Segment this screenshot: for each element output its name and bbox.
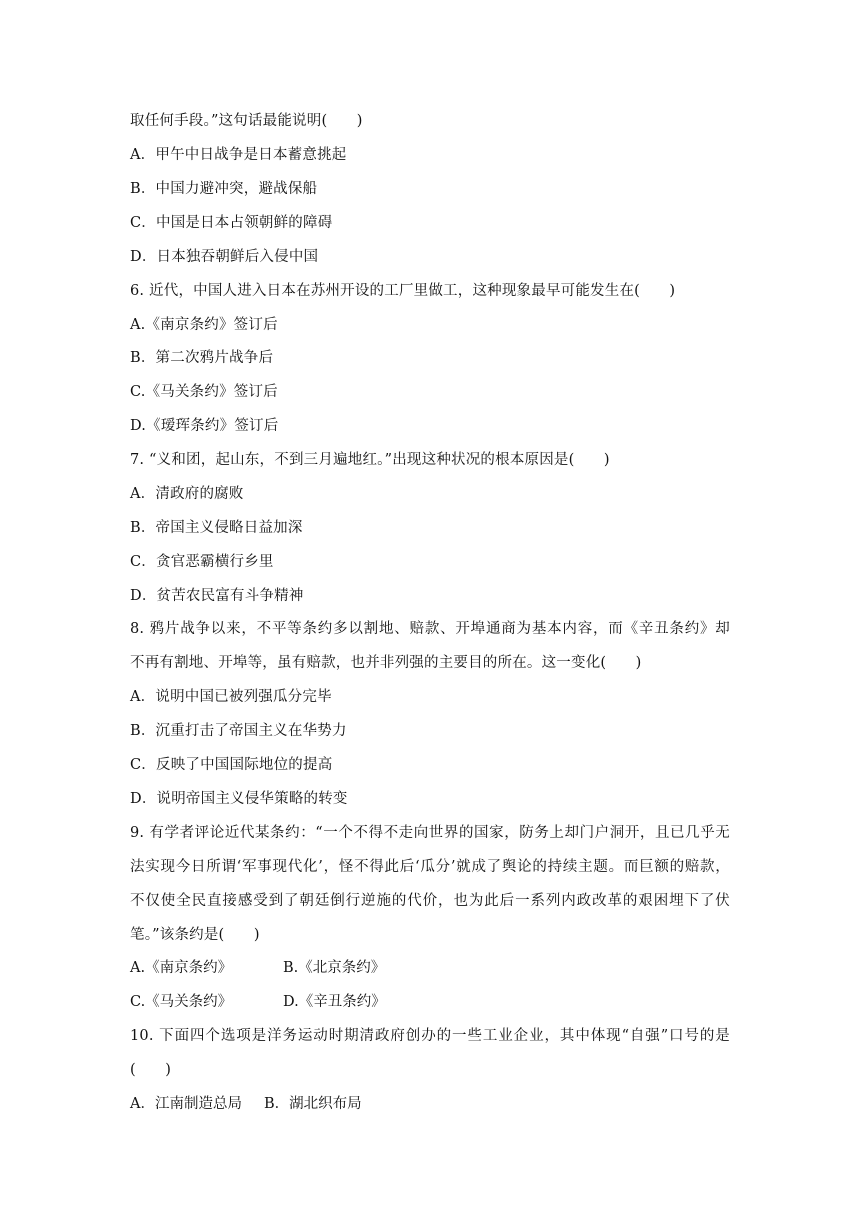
q9-option-a: A.《南京条约》 — [130, 960, 233, 976]
q5-option-b: B．中国力避冲突，避战保船 — [130, 181, 318, 197]
q9-stem-line-1: 9. 有学者评论近代某条约：“一个不得不走向世界的国家，防务上却门户洞开，且已几乎无 — [130, 825, 730, 841]
q9-option-b: B.《北京条约》 — [283, 960, 386, 976]
q10-option-b: B．湖北织布局 — [264, 1096, 362, 1112]
q8-option-a: A．说明中国已被列强瓜分完毕 — [130, 689, 332, 705]
q9-stem-line-2: 法实现今日所谓‘军事现代化’，怪不得此后‘瓜分’就成了舆论的持续主题。而巨额的赔款， — [130, 859, 730, 875]
q7-option-c: C．贪官恶霸横行乡里 — [130, 554, 274, 570]
q5-option-d: D．日本独吞朝鲜后入侵中国 — [130, 249, 319, 265]
q8-option-b: B．沉重打击了帝国主义在华势力 — [130, 723, 347, 739]
q8-option-c: C．反映了中国国际地位的提高 — [130, 757, 333, 773]
q6-option-a: A.《南京条约》签订后 — [130, 317, 278, 333]
q9-stem-line-4: 笔。”该条约是( ) — [130, 927, 260, 943]
q8-option-d: D．说明帝国主义侵华策略的转变 — [130, 791, 348, 807]
q7-stem: 7. “义和团，起山东，不到三月遍地红。”出现这种状况的根本原因是( ) — [130, 452, 610, 468]
q7-option-a: A．清政府的腐败 — [130, 486, 244, 502]
q7-option-d: D．贫苦农民富有斗争精神 — [130, 588, 304, 604]
q9-stem-line-3: 不仅使全民直接感受到了朝廷倒行逆施的代价，也为此后一系列内政改革的艰困埋下了伏 — [130, 893, 730, 909]
q5-option-a: A．甲午中日战争是日本蓄意挑起 — [130, 147, 347, 163]
q5-stem-tail: 取任何手段。”这句话最能说明( ) — [130, 113, 363, 129]
q9-option-c: C.《马关条约》 — [130, 994, 233, 1010]
q10-stem-line-1: 10. 下面四个选项是洋务运动时期清政府创办的一些工业企业，其中体现“自强”口号的是 — [130, 1028, 730, 1044]
q9-option-d: D.《辛丑条约》 — [283, 994, 386, 1010]
q10-option-a: A．江南制造总局 — [130, 1096, 242, 1112]
q5-option-c: C．中国是日本占领朝鲜的障碍 — [130, 215, 333, 231]
q8-stem-line-2: 不再有割地、开埠等，虽有赔款，也并非列强的主要目的所在。这一变化( ) — [130, 655, 642, 671]
q7-option-b: B．帝国主义侵略日益加深 — [130, 520, 303, 536]
q6-stem: 6. 近代，中国人进入日本在苏州开设的工厂里做工，这种现象最早可能发生在( ) — [130, 283, 676, 299]
q6-option-d: D.《瑷珲条约》签订后 — [130, 418, 279, 434]
q10-stem-line-2: ( ) — [130, 1062, 172, 1078]
q6-option-c: C.《马关条约》签订后 — [130, 384, 278, 400]
q6-option-b: B．第二次鸦片战争后 — [130, 350, 274, 366]
q8-stem-line-1: 8. 鸦片战争以来，不平等条约多以割地、赔款、开埠通商为基本内容，而《辛丑条约》却 — [130, 621, 730, 637]
